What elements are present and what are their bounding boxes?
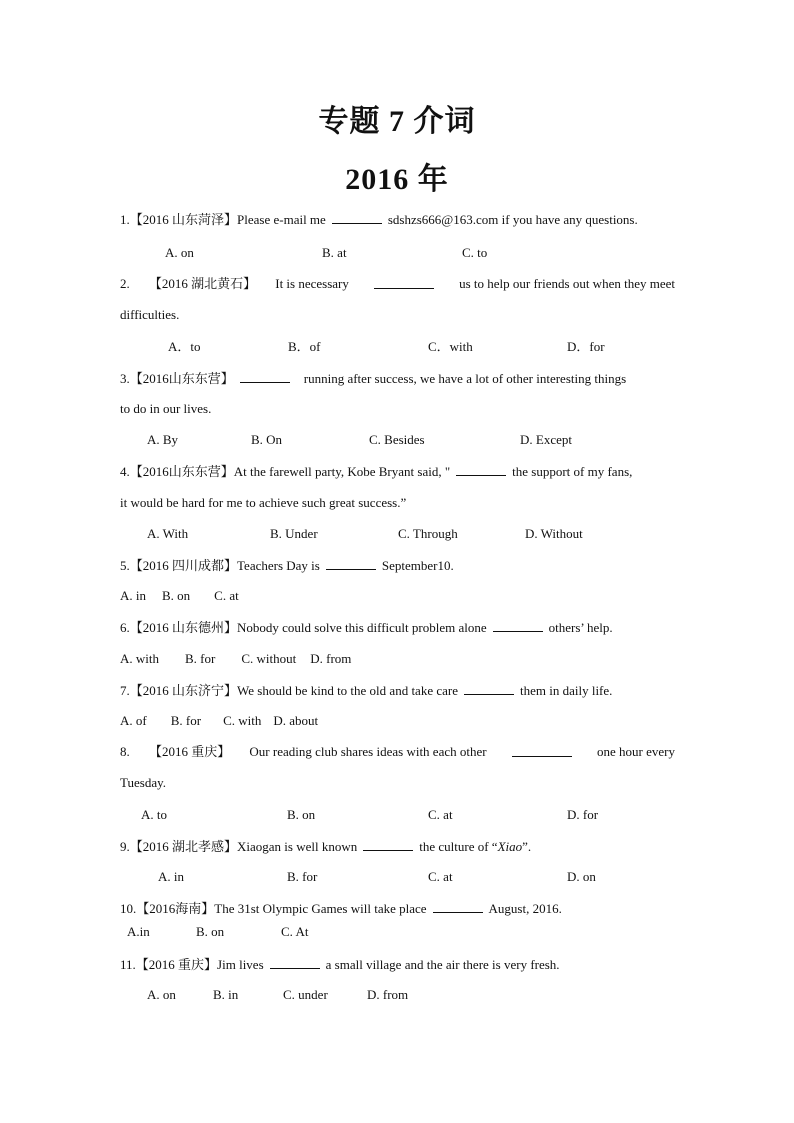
question-4: 4.【2016山东东营】At the farewell party, Kobe Bryant said, " the support of my fans, [120,464,633,479]
page-title: 专题 7 介词 [318,105,476,138]
answer-blank[interactable] [433,900,483,913]
question-1: 1.【2016 山东菏泽】Please e-mail me sdshzs666@163.com if you have any questions. [120,212,638,227]
question-7: 7.【2016 山东济宁】We should be kind to the old and take care them in daily life. [120,683,613,698]
question-8: 8. 【2016 重庆】 Our reading club shares ideas with each other one hour every [120,744,675,759]
question-5: 5.【2016 四川成都】Teachers Day is September10. [120,558,454,573]
q3-option-d[interactable]: D. Except [520,432,572,447]
answer-blank[interactable] [326,557,376,570]
q2-option-c[interactable]: C．with [428,339,473,354]
q8-option-c[interactable]: C. at [428,807,453,822]
answer-blank[interactable] [240,370,290,383]
q11-option-b[interactable]: B. in [213,987,239,1002]
question-3-continued: to do in our lives. [120,401,212,416]
answer-blank[interactable] [493,619,543,632]
question-9: 9.【2016 湖北孝感】Xiaogan is well known the culture of “Xiao”. [120,839,532,854]
section-year: 2016 年 [345,163,449,196]
q9-option-b[interactable]: B. for [287,869,318,884]
answer-blank[interactable] [456,463,506,476]
q7-option-c[interactable]: C. with [223,713,262,728]
q5-option-a[interactable]: A. in [120,588,146,603]
q4-option-d[interactable]: D. Without [525,526,583,541]
q1-option-b[interactable]: B. at [322,245,347,260]
q10-option-b[interactable]: B. on [196,924,225,939]
answer-blank[interactable] [363,838,413,851]
answer-blank[interactable] [464,682,514,695]
question-2-continued: difficulties. [120,307,180,322]
q1-option-c[interactable]: C. to [462,245,488,260]
q6-option-d[interactable]: D. from [310,651,352,666]
q7-option-b[interactable]: B. for [170,713,202,728]
question-3: 3.【2016山东东营】 running after success, we have a lot of other interesting things [120,371,627,386]
q6-option-a[interactable]: A. with [120,651,159,666]
q7-options [120,713,318,729]
q9-option-c[interactable]: C. at [428,869,453,884]
answer-blank[interactable] [374,276,434,289]
q6-options [120,651,351,667]
q5-option-c[interactable]: C. at [214,588,239,603]
q3-option-b[interactable]: B. On [251,432,283,447]
q9-option-d[interactable]: D. on [567,869,596,884]
q6-option-b[interactable]: B. for [185,651,216,666]
q10-option-a[interactable]: A.in [127,924,150,939]
question-10: 10.【2016海南】The 31st Olympic Games will take place August, 2016. [120,901,562,916]
q8-option-d[interactable]: D. for [567,807,599,822]
q5-options [120,588,239,604]
q4-option-c[interactable]: C. Through [398,526,458,541]
question-2: 2. 【2016 湖北黄石】 It is necessary us to help our friends out when they meet [120,276,675,291]
q5-option-b[interactable]: B. on [162,588,191,603]
q2-option-a[interactable]: A．to [168,339,201,354]
question-11: 11.【2016 重庆】Jim lives a small village and the air there is very fresh. [120,957,560,972]
q3-option-c[interactable]: C. Besides [369,432,425,447]
q7-option-d[interactable]: D. about [273,713,319,728]
q11-option-a[interactable]: A. on [147,987,176,1002]
question-6: 6.【2016 山东德州】Nobody could solve this difficult problem alone others’ help. [120,620,613,635]
q11-option-c[interactable]: C. under [283,987,328,1002]
q4-option-a[interactable]: A. With [147,526,189,541]
q6-option-c[interactable]: C. without [241,651,297,666]
q8-option-a[interactable]: A. to [141,807,167,822]
q10-option-c[interactable]: C. At [281,924,309,939]
q3-option-a[interactable]: A. By [147,432,179,447]
question-4-continued: it would be hard for me to achieve such great success.” [120,495,407,510]
answer-blank[interactable] [270,956,320,969]
q7-option-a[interactable]: A. of [120,713,147,728]
q2-option-b[interactable]: B．of [288,339,321,354]
q9-option-a[interactable]: A. in [158,869,184,884]
q11-option-d[interactable]: D. from [367,987,409,1002]
q1-option-a[interactable]: A. on [165,245,194,260]
answer-blank[interactable] [512,744,572,757]
answer-blank[interactable] [332,211,382,224]
question-8-continued: Tuesday. [120,775,166,790]
q8-option-b[interactable]: B. on [287,807,316,822]
q4-option-b[interactable]: B. Under [270,526,318,541]
q2-option-d[interactable]: D．for [567,339,605,354]
